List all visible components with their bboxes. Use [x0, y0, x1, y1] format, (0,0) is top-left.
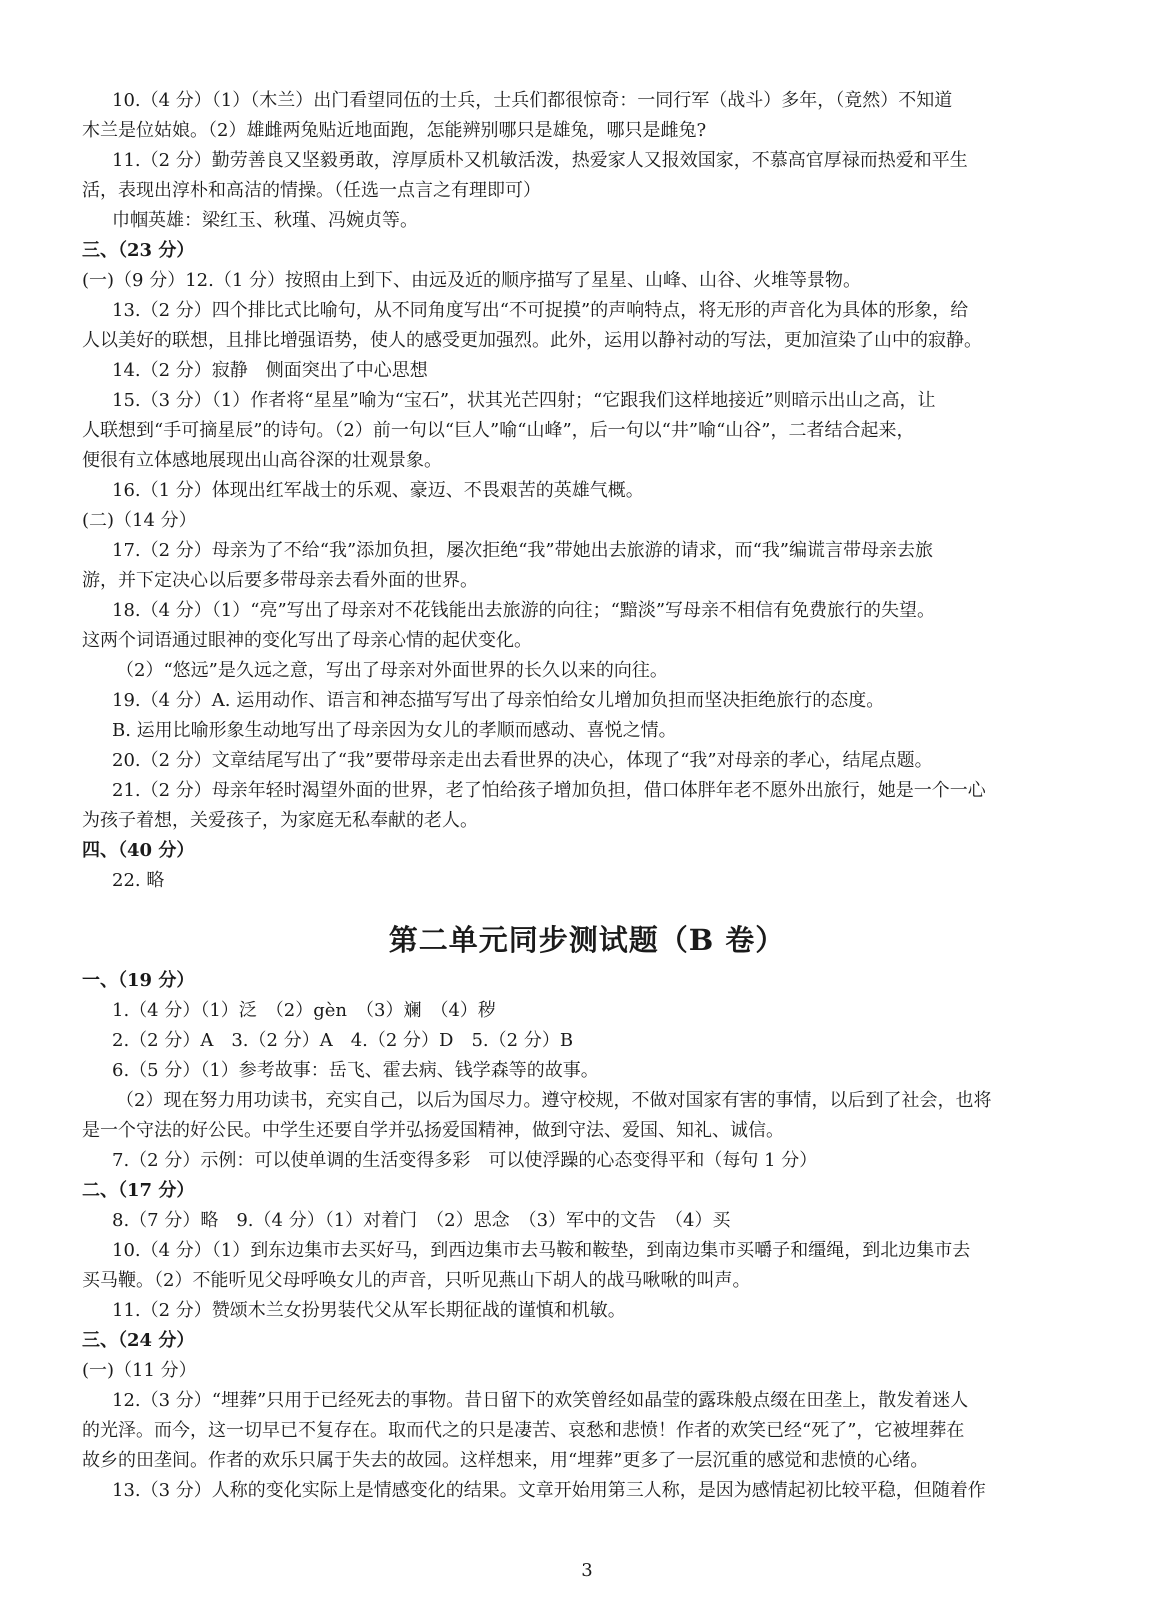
answer-line: 游，并下定决心以后要多带母亲去看外面的世界。	[82, 570, 478, 591]
section-heading: 二、（17 分）	[82, 1180, 195, 1201]
answer-line: 11.（2 分）勤劳善良又坚毅勇敢，淳厚质朴又机敏活泼，热爱家人又报效国家，不慕高官厚禄而热爱和平生	[112, 150, 968, 171]
answer-line: 10.（4 分）（1）到东边集市去买好马，到西边集市去马鞍和鞍垫，到南边集市买嚼子和缰绳，到北边集市去	[112, 1240, 971, 1261]
answer-line: 巾帼英雄：梁红玉、秋瑾、冯婉贞等。	[112, 210, 418, 231]
answer-line: 13.（3 分）人称的变化实际上是情感变化的结果。文章开始用第三人称，是因为感情起初比较平稳，但随着作	[112, 1480, 986, 1501]
page-number: 3	[581, 1560, 593, 1581]
answer-line: 1.（4 分）（1）泛 （2）gèn （3）斓 （4）秽	[112, 1000, 496, 1021]
subsection-heading: (一)（11 分）	[82, 1360, 197, 1381]
answer-line: 买马鞭。（2）不能听见父母呼唤女儿的声音，只听见燕山下胡人的战马啾啾的叫声。	[82, 1270, 751, 1291]
section-heading: 四、（40 分）	[82, 840, 195, 861]
answer-line: 15.（3 分）（1）作者将“星星”喻为“宝石”，状其光芒四射；“它跟我们这样地接近”则暗示出山之高，让	[112, 390, 936, 411]
answer-line: 7.（2 分）示例：可以使单调的生活变得多彩 可以使浮躁的心态变得平和（每句 1 分）	[112, 1150, 818, 1171]
answer-line: 人以美好的联想，且排比增强语势，使人的感受更加强烈。此外，运用以静衬动的写法，更加渲染了山中的寂静。	[82, 330, 982, 351]
answer-line: 故乡的田垄间。作者的欢乐只属于失去的故园。这样想来，用“埋葬”更多了一层沉重的感觉和悲愤的心绪。	[82, 1450, 929, 1471]
answer-line: 11.（2 分）赞颂木兰女扮男装代父从军长期征战的谨慎和机敏。	[112, 1300, 626, 1321]
subsection-heading: (二)（14 分）	[82, 510, 197, 531]
answer-line: 19.（4 分）A. 运用动作、语言和神态描写写出了母亲怕给女儿增加负担而坚决拒绝旅行的态度。	[112, 690, 885, 711]
answer-line: 木兰是位姑娘。（2）雄雌两兔贴近地面跑，怎能辨别哪只是雄兔，哪只是雌兔?	[82, 120, 707, 141]
answer-line: 13.（2 分）四个排比式比喻句，从不同角度写出“不可捉摸”的声响特点，将无形的声音化为具体的形象，给	[112, 300, 969, 321]
answer-line: 17.（2 分）母亲为了不给“我”添加负担，屡次拒绝“我”带她出去旅游的请求，而“我”编谎言带母亲去旅	[112, 540, 934, 561]
section-heading: 三、（23 分）	[82, 240, 195, 261]
answer-line: 12.（3 分）“埋葬”只用于已经死去的事物。昔日留下的欢笑曾经如晶莹的露珠般点缀在田垄上，散发着迷人	[112, 1390, 969, 1411]
answer-line: 6.（5 分）（1）参考故事：岳飞、霍去病、钱学森等的故事。	[112, 1060, 599, 1081]
answer-line: （2）“悠远”是久远之意，写出了母亲对外面世界的长久以来的向往。	[116, 660, 668, 681]
answer-line: 20.（2 分）文章结尾写出了“我”要带母亲走出去看世界的决心，体现了“我”对母亲的孝心，结尾点题。	[112, 750, 933, 771]
section-heading: 三、（24 分）	[82, 1330, 195, 1351]
answer-line: 22. 略	[112, 870, 165, 891]
answer-line: 这两个词语通过眼神的变化写出了母亲心情的起伏变化。	[82, 630, 532, 651]
answer-line: 为孩子着想，关爱孩子，为家庭无私奉献的老人。	[82, 810, 478, 831]
answer-line: 18.（4 分）（1）“亮”写出了母亲对不花钱能出去旅游的向往；“黯淡”写母亲不相信有免费旅行的失望。	[112, 600, 936, 621]
answer-line: 8.（7 分）略 9.（4 分）（1）对着门 （2）思念 （3）军中的文告 （4）买	[112, 1210, 731, 1231]
answer-line: 16.（1 分）体现出红军战士的乐观、豪迈、不畏艰苦的英雄气概。	[112, 480, 644, 501]
section-title: 第二单元同步测试题（B 卷）	[388, 923, 786, 957]
answer-line: 活，表现出淳朴和高洁的情操。（任选一点言之有理即可）	[82, 180, 541, 201]
answer-line: 人联想到“手可摘星辰”的诗句。（2）前一句以“巨人”喻“山峰”，后一句以“井”喻“山谷”，二者结合起来，	[82, 420, 915, 441]
answer-line: 是一个守法的好公民。中学生还要自学并弘扬爱国精神，做到守法、爱国、知礼、诚信。	[82, 1120, 784, 1141]
section-heading: 一、（19 分）	[82, 970, 195, 991]
answer-line: 21.（2 分）母亲年轻时渴望外面的世界，老了怕给孩子增加负担，借口体胖年老不愿外出旅行，她是一个一心	[112, 780, 986, 801]
answer-line: 便很有立体感地展现出山高谷深的壮观景象。	[82, 450, 442, 471]
answer-line: B. 运用比喻形象生动地写出了母亲因为女儿的孝顺而感动、喜悦之情。	[112, 720, 677, 741]
answer-line: 的光泽。而今，这一切早已不复存在。取而代之的只是凄苦、哀愁和悲愤！作者的欢笑已经“死了”，它被埋葬在	[82, 1420, 965, 1441]
subsection-line: (一)（9 分）12.（1 分）按照由上到下、由远及近的顺序描写了星星、山峰、山谷、火堆等景物。	[82, 270, 862, 291]
answer-line: 2.（2 分）A 3.（2 分）A 4.（2 分）D 5.（2 分）B	[112, 1030, 574, 1051]
answer-line: 10.（4 分）（1）（木兰）出门看望同伍的士兵，士兵们都很惊奇：一同行军（战斗）多年，（竟然）不知道	[112, 90, 953, 111]
answer-line: 14.（2 分）寂静 侧面突出了中心思想	[112, 360, 428, 381]
answer-line: （2）现在努力用功读书，充实自己，以后为国尽力。遵守校规，不做对国家有害的事情，以后到了社会，也将	[116, 1090, 992, 1111]
